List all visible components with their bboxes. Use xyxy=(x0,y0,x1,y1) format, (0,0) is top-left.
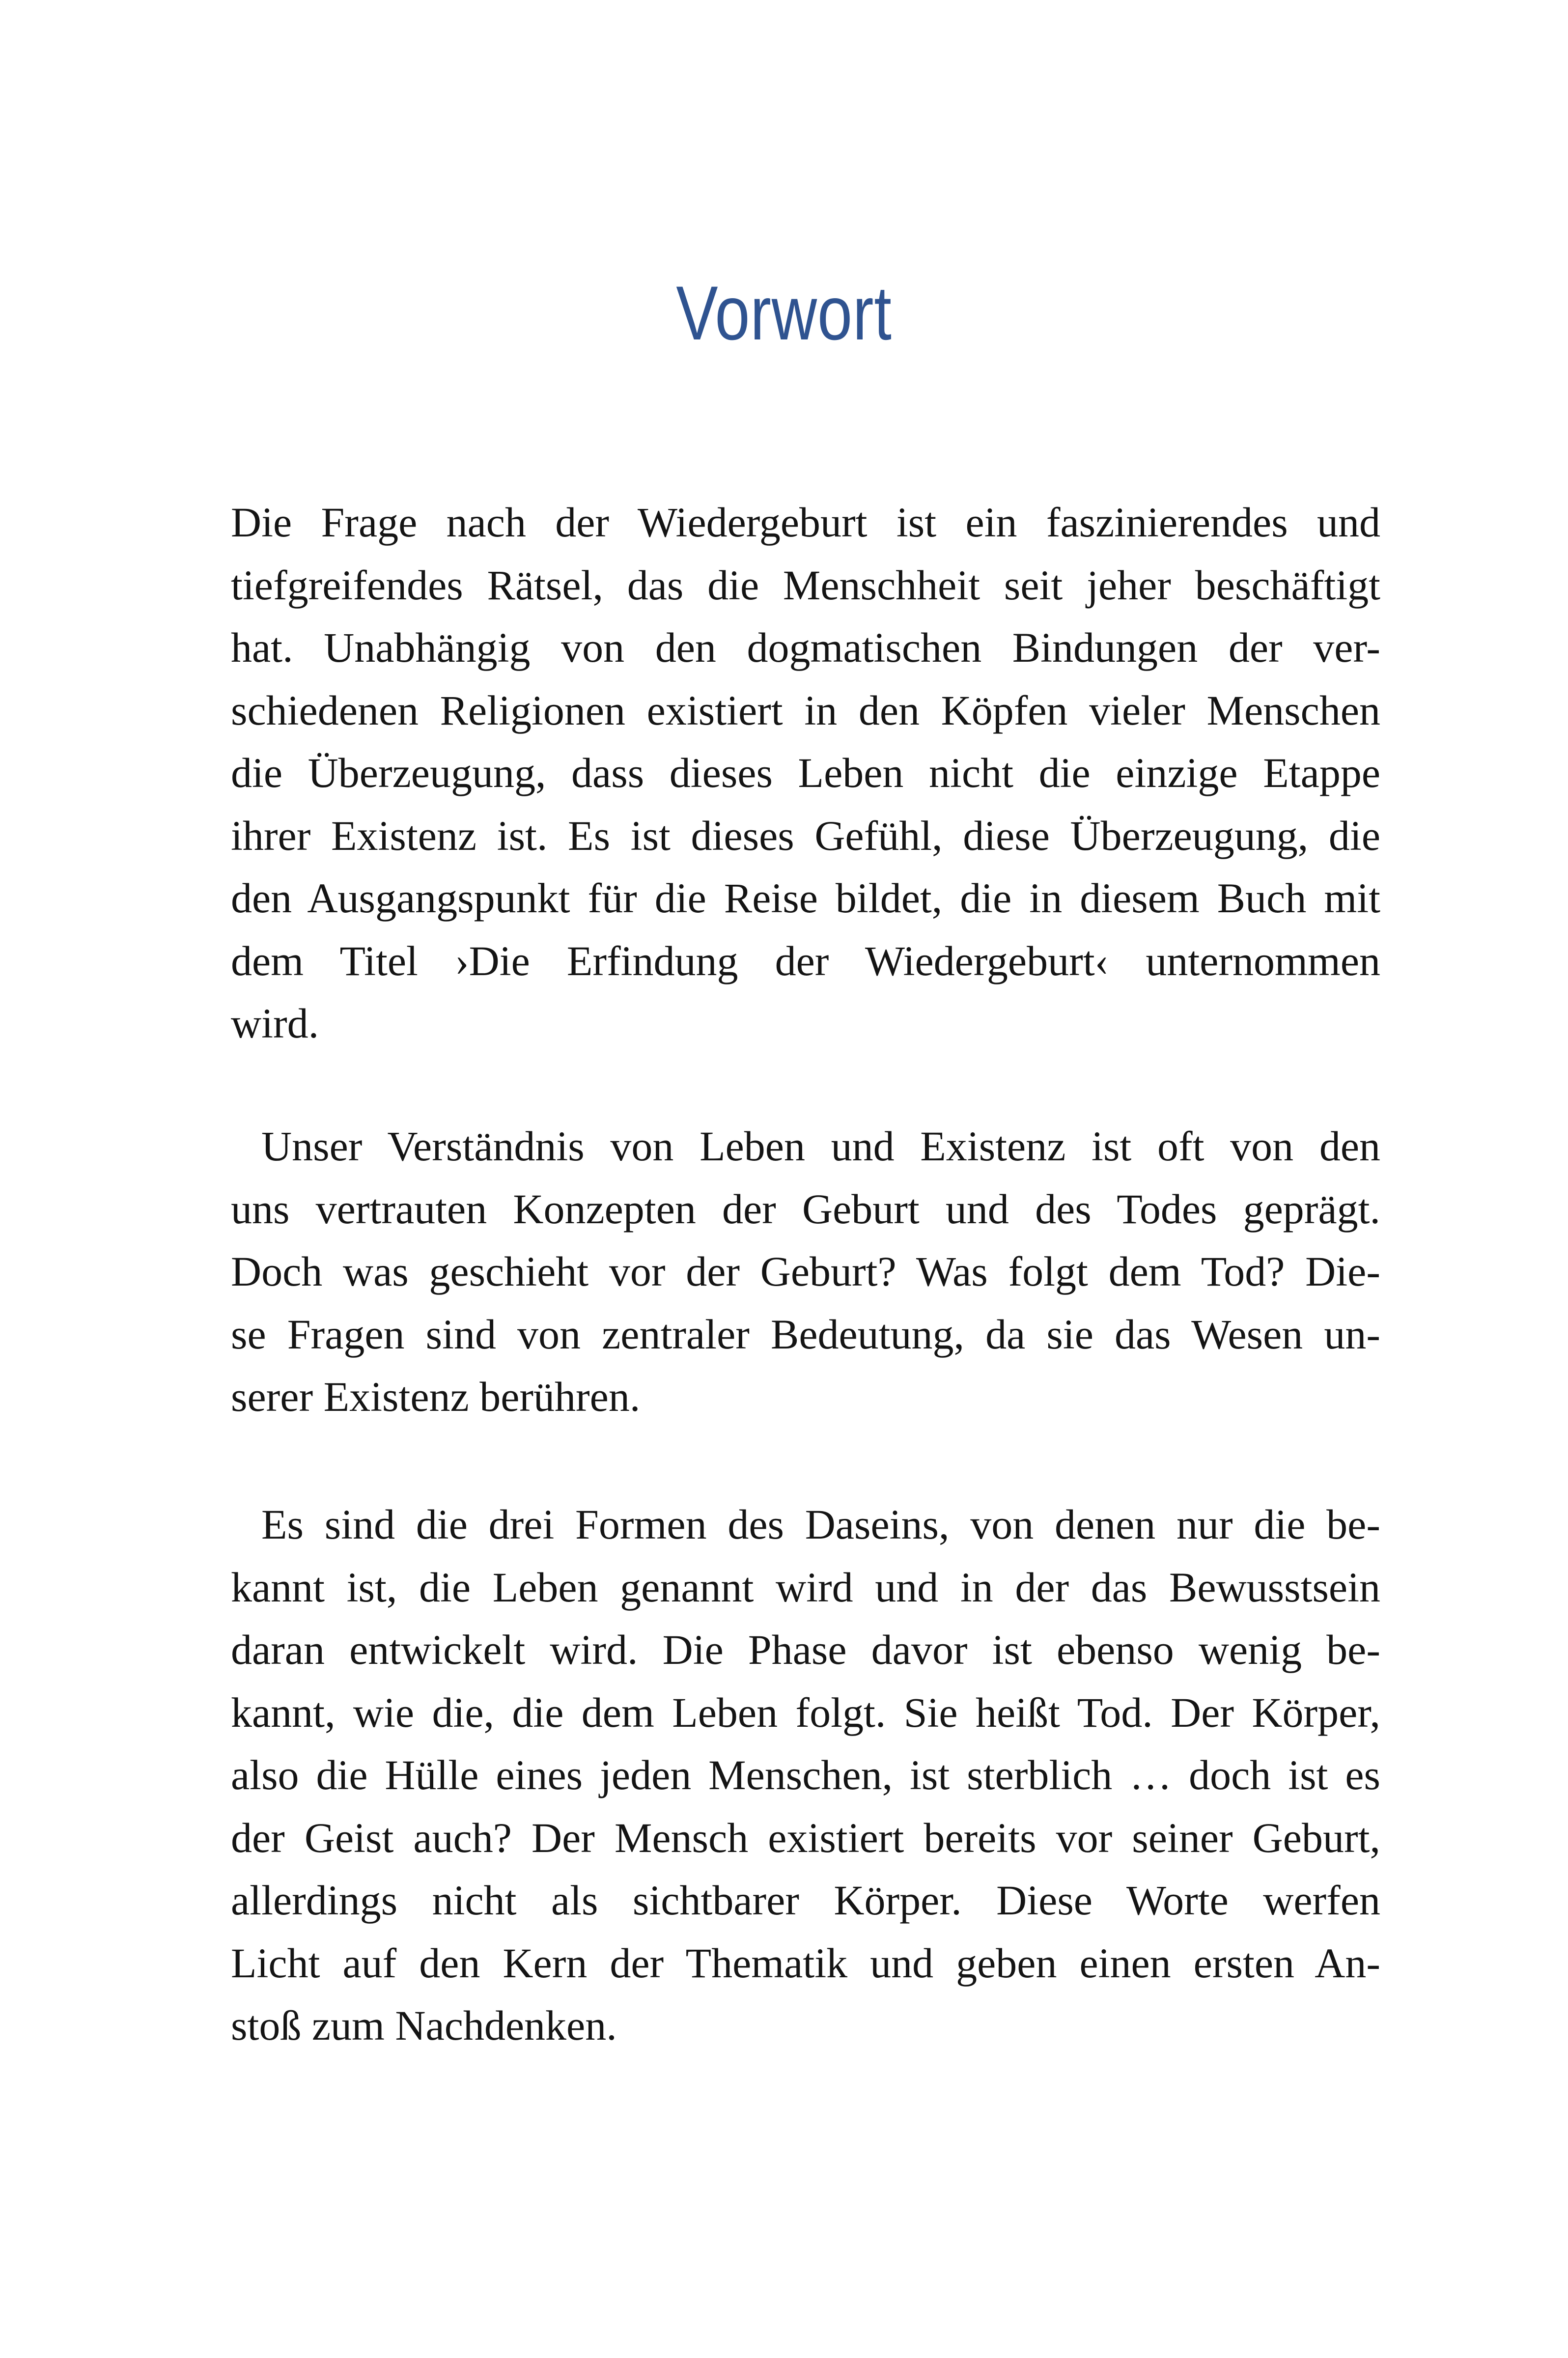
paragraph-line: hat. Unabhängig von den dogmatischen Bindungen der ver- xyxy=(231,624,1380,671)
paragraph-1 xyxy=(231,491,1380,1055)
paragraph-line: tiefgreifendes Rätsel, das die Menschheit seit jeher beschäftigt xyxy=(231,561,1380,609)
paragraph-line: also die Hülle eines jeden Menschen, ist sterblich … doch ist es xyxy=(231,1751,1380,1798)
paragraph-line: uns vertrauten Konzepten der Geburt und des Todes geprägt. xyxy=(231,1185,1380,1233)
paragraph-line: daran entwickelt wird. Die Phase davor ist ebenso wenig be- xyxy=(231,1626,1380,1673)
paragraph-line: Licht auf den Kern der Thematik und geben einen ersten An- xyxy=(231,1939,1380,1987)
chapter-title: Vorwort xyxy=(676,271,892,356)
paragraph-line: der Geist auch? Der Mensch existiert bereits vor seiner Geburt, xyxy=(231,1814,1380,1861)
paragraph-line: serer Existenz berühren. xyxy=(231,1373,641,1420)
paragraph-line: allerdings nicht als sichtbarer Körper. Diese Worte werfen xyxy=(231,1877,1380,1924)
paragraph-line: kannt, wie die, die dem Leben folgt. Sie heißt Tod. Der Körper, xyxy=(231,1688,1380,1736)
paragraph-line: ihrer Existenz ist. Es ist dieses Gefühl, diese Überzeugung, die xyxy=(231,812,1380,859)
paragraph-line: Doch was geschieht vor der Geburt? Was folgt dem Tod? Die- xyxy=(231,1248,1380,1295)
paragraph-line: wird. xyxy=(231,1000,319,1047)
paragraph-line: Es sind die drei Formen des Daseins, von denen nur die be- xyxy=(261,1501,1380,1548)
paragraph-line: kannt ist, die Leben genannt wird und in der das Bewusstsein xyxy=(231,1563,1380,1611)
paragraph-line: Die Frage nach der Wiedergeburt ist ein faszinierendes und xyxy=(231,499,1380,546)
paragraph-line: se Fragen sind von zentraler Bedeutung, da sie das Wesen un- xyxy=(231,1310,1380,1358)
paragraph-line: schiedenen Religionen existiert in den Köpfen vieler Menschen xyxy=(231,686,1380,734)
paragraph-line: dem Titel ›Die Erfindung der Wiedergeburt‹ unternommen xyxy=(231,937,1380,984)
paragraph-line: Unser Verständnis von Leben und Existenz ist oft von den xyxy=(261,1123,1380,1170)
paragraph-2 xyxy=(231,1115,1380,1429)
paragraph-line: stoß zum Nachdenken. xyxy=(231,2002,617,2049)
paragraph-3 xyxy=(231,1493,1380,2057)
paragraph-line: den Ausgangspunkt für die Reise bildet, die in diesem Buch mit xyxy=(231,874,1380,922)
paragraph-line: die Überzeugung, dass dieses Leben nicht die einzige Etappe xyxy=(231,749,1380,796)
